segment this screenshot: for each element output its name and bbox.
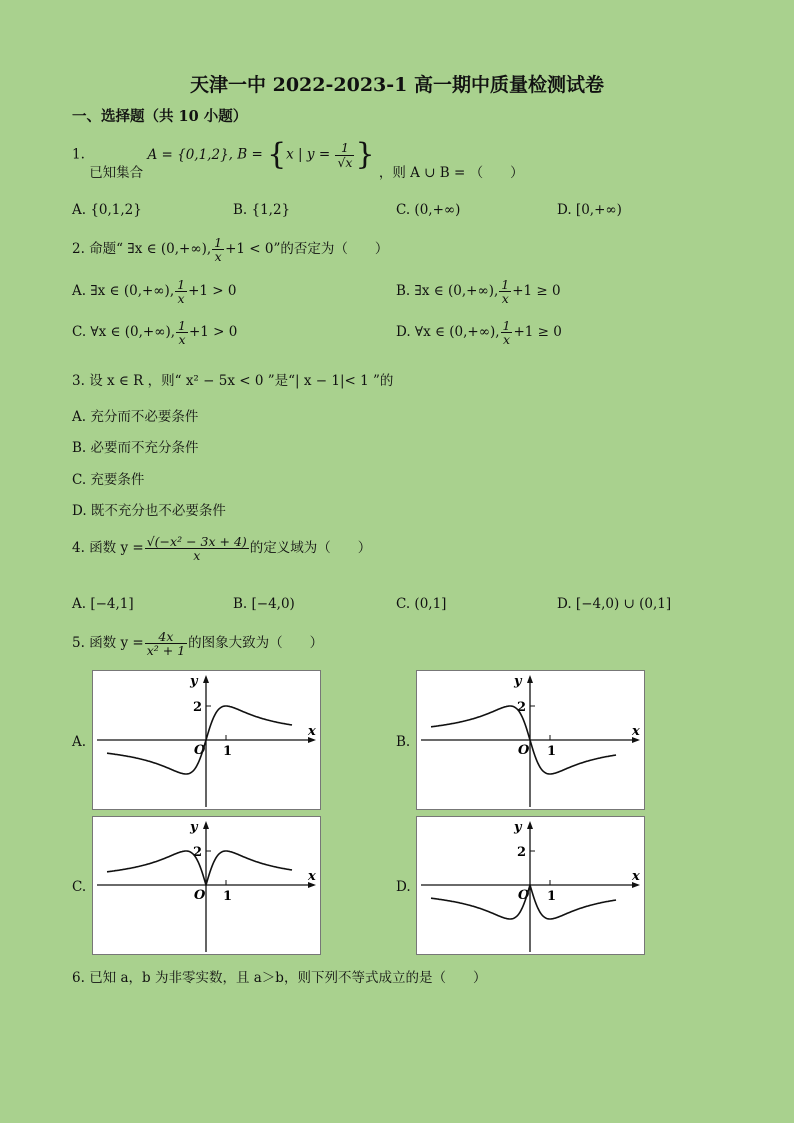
question-text: 已知 a，b 为非零实数，且 a＞b，则下列不等式成立的是（ ） — [89, 970, 487, 986]
fraction-denominator: x — [177, 291, 185, 307]
graph-b[interactable] — [416, 670, 645, 810]
y-axis-label: y — [190, 674, 198, 689]
question-number: 1. — [72, 146, 85, 163]
fraction-numerator: 1 — [177, 277, 186, 292]
origin-label: O — [194, 743, 206, 758]
option-b[interactable]: B. [−4,0) — [233, 596, 295, 612]
question-text: 函数 y = — [89, 540, 144, 557]
fraction-denominator: x — [502, 332, 511, 348]
origin-label: O — [194, 888, 206, 903]
graph-d-plot — [417, 817, 644, 954]
x-axis-label: x — [632, 724, 640, 739]
option-text: +1 ≥ 0 — [513, 324, 562, 341]
fraction — [499, 278, 511, 305]
graph-c-plot — [93, 817, 320, 954]
x-axis-label: x — [632, 869, 640, 884]
brace-left: { — [267, 137, 287, 172]
option-a[interactable]: A. {0,1,2} — [72, 202, 142, 218]
fraction-numerator: 1 — [214, 235, 223, 250]
option-b[interactable]: B. 必要而不充分条件 — [72, 440, 199, 456]
fraction-denominator: x — [501, 291, 509, 307]
y-axis-arrow — [203, 675, 209, 683]
question-1 — [72, 137, 524, 181]
question-4 — [72, 535, 371, 562]
option-b[interactable]: B. {1,2} — [233, 202, 291, 218]
tick-label-2: 2 — [193, 700, 203, 715]
question-text-post: +1 < 0”的否定为（ ） — [225, 241, 389, 258]
x-axis-label: x — [308, 724, 316, 739]
question-number: 3. — [72, 373, 85, 389]
question-text: 已知集合 — [89, 164, 144, 181]
fraction-numerator: 1 — [502, 318, 511, 333]
question-text-post: 的图象大致为（ ） — [188, 635, 324, 652]
graph-a[interactable] — [92, 670, 321, 810]
question-2 — [72, 236, 388, 263]
set-b-condition: x | y = — [286, 146, 331, 163]
question-text-post: 的定义域为（ ） — [249, 540, 372, 557]
question-text: 命题“ ∃x ∈ (0,+∞), — [89, 241, 212, 258]
graph-c[interactable] — [92, 816, 321, 955]
tick-label-2: 2 — [517, 700, 527, 715]
option-text: B. ∃x ∈ (0,+∞), — [396, 283, 499, 300]
graph-label-c[interactable]: C. — [72, 879, 87, 895]
fraction-denominator: x² + 1 — [146, 643, 186, 659]
y-axis-label: y — [514, 674, 522, 689]
graph-a-plot — [93, 671, 320, 809]
option-c[interactable] — [72, 319, 237, 346]
tick-label-2: 2 — [517, 845, 527, 860]
tick-label-1: 1 — [223, 889, 233, 904]
y-axis-label: y — [514, 820, 522, 835]
fraction — [145, 535, 249, 562]
y-axis-label: y — [190, 820, 198, 835]
graph-label-b[interactable]: B. — [396, 734, 411, 750]
option-c[interactable]: C. (0,1] — [396, 596, 447, 612]
question-5 — [72, 630, 323, 657]
fraction-numerator: √(−x² − 3x + 4) — [146, 534, 247, 549]
y-axis-arrow — [527, 675, 533, 683]
y-axis-arrow — [527, 821, 533, 829]
fraction-denominator: √x — [337, 154, 353, 170]
x-axis-label: x — [308, 869, 316, 884]
option-c[interactable]: C. 充要条件 — [72, 472, 145, 488]
fraction — [335, 141, 354, 168]
fraction-numerator: 1 — [335, 141, 354, 155]
y-axis-arrow — [203, 821, 209, 829]
tick-label-1: 1 — [547, 744, 557, 759]
tick-label-1: 1 — [547, 889, 557, 904]
option-text: A. ∃x ∈ (0,+∞), — [72, 283, 175, 300]
question-text: 设 x ∈ R ，则“ x² − 5x < 0 ”是“| x − 1|< 1 ”的 — [89, 373, 394, 389]
question-number: 2. — [72, 241, 85, 258]
graph-d[interactable] — [416, 816, 645, 955]
question-text-post: ，则 A ∪ B = （ ） — [378, 164, 524, 181]
option-text: +1 > 0 — [188, 324, 238, 341]
fraction — [212, 236, 224, 263]
option-d[interactable] — [396, 319, 562, 346]
set-b-label: , B = — [228, 146, 263, 163]
question-number: 5. — [72, 635, 85, 652]
fraction-denominator: x — [214, 249, 222, 265]
page-title: 天津一中 2022-2023-1 高一期中质量检测试卷 — [190, 74, 604, 96]
option-c[interactable]: C. (0,+∞) — [396, 202, 461, 218]
fraction — [501, 319, 513, 346]
graph-label-d[interactable]: D. — [396, 879, 411, 895]
origin-label: O — [518, 888, 530, 903]
section-heading: 一、选择题（共 10 小题） — [72, 108, 248, 125]
origin-label: O — [518, 743, 530, 758]
fraction-numerator: 1 — [178, 318, 186, 333]
tick-label-1: 1 — [223, 744, 233, 759]
option-d[interactable]: D. 既不充分也不必要条件 — [72, 503, 226, 519]
option-b[interactable] — [396, 278, 561, 305]
fraction-numerator: 1 — [501, 277, 510, 292]
fraction-numerator: 4x — [145, 630, 187, 644]
question-6 — [72, 966, 486, 986]
option-d[interactable]: D. [−4,0) ∪ (0,1] — [557, 596, 672, 612]
question-number: 4. — [72, 540, 85, 557]
option-text: C. ∀x ∈ (0,+∞), — [72, 324, 176, 341]
brace-right: } — [355, 137, 375, 172]
graph-b-plot — [417, 671, 644, 809]
question-3 — [72, 369, 393, 389]
option-a[interactable]: A. 充分而不必要条件 — [72, 409, 199, 425]
option-a[interactable]: A. [−4,1] — [72, 596, 134, 612]
fraction-denominator: x — [193, 548, 201, 564]
option-text: +1 > 0 — [188, 283, 237, 300]
question-text: 函数 y = — [89, 635, 144, 652]
option-text: D. ∀x ∈ (0,+∞), — [396, 324, 500, 341]
option-a[interactable] — [72, 278, 236, 305]
option-text: +1 ≥ 0 — [512, 283, 561, 300]
fraction — [176, 319, 188, 346]
option-d[interactable]: D. [0,+∞) — [557, 202, 622, 218]
set-a: A = {0,1,2} — [147, 146, 229, 163]
question-number: 6. — [72, 970, 85, 986]
graph-label-a[interactable]: A. — [72, 734, 87, 750]
tick-label-2: 2 — [193, 845, 203, 860]
fraction — [175, 278, 187, 305]
fraction-denominator: x — [178, 332, 186, 348]
fraction — [145, 630, 187, 657]
